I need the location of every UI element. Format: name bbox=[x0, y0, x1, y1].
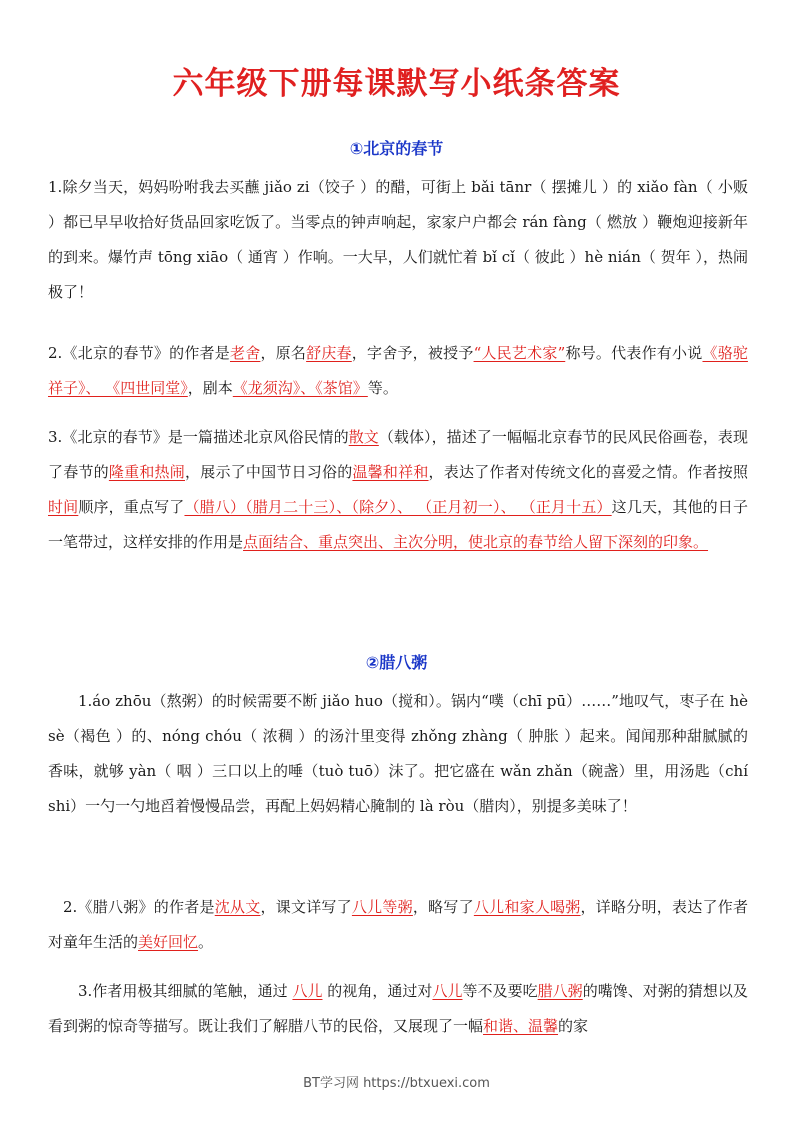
answer-text: （腊八）（腊月二十三）、（除夕）、 （正月初一）、 （正月十五） bbox=[184, 498, 612, 516]
section-heading-beijing-spring-festival: ①北京的春节 bbox=[349, 139, 444, 158]
answer-text: 八儿 bbox=[432, 982, 463, 1000]
paragraph-text: 的视角，通过对 bbox=[322, 982, 433, 1000]
answer-text: 时间 bbox=[48, 498, 79, 516]
paragraph-s2-1 bbox=[48, 684, 748, 824]
paragraph-s2-2 bbox=[48, 890, 748, 960]
paragraph-text: 3.作者用极其细腻的笔触，通过 bbox=[78, 982, 293, 1000]
paragraph-text: 等不及要吃 bbox=[462, 982, 538, 1000]
answer-text: 点面结合、重点突出、主次分明，使北京的春节给人留下深刻的印象。 bbox=[243, 533, 709, 551]
answer-text: 《骆驼祥子》、 《四世同堂》 bbox=[48, 344, 748, 397]
paragraph-text: 1.áo zhōu（熬粥）的时候需要不断 jiǎo huo（搅和）。锅内“噗（chī pū）……”地叹气，枣子在 hè sè（褐色 ）的、nóng chóu（ 浓稠 ）的汤汁里变得 zhǒng zhàng（ 肿胀 ）起来。闻闻那种甜腻腻的香味，就够 yàn（ 咽 ）三口以上的唾（tuò tuō）沫了。把它盛在 wǎn zhǎn（碗盏）里，用汤匙（chí shi）一勺一勺地舀着慢慢品尝，再配上妈妈精心腌制的 là ròu（腊肉），别提多美味了！ bbox=[48, 692, 748, 815]
answer-text: 温馨和祥和 bbox=[352, 463, 429, 481]
paragraph-s2-3 bbox=[48, 974, 748, 1044]
section-heading-laba-porridge: ②腊八粥 bbox=[365, 653, 428, 672]
answer-text: 隆重和热闹 bbox=[108, 463, 185, 481]
answer-text: 老舍 bbox=[229, 344, 261, 362]
answer-text: 八儿等粥 bbox=[351, 898, 413, 916]
paragraph-text: 2.《腊八粥》的作者是 bbox=[63, 898, 215, 916]
paragraph-text: （载体），描述了一幅幅北京春节的民风民俗画卷，表现了春节的 bbox=[48, 428, 748, 481]
answer-text: 沈从文 bbox=[214, 898, 261, 916]
paragraph-s1-2 bbox=[48, 336, 748, 406]
paragraph-text: ，原名 bbox=[260, 344, 307, 362]
page-footer: BT学习网 https://btxuexi.com bbox=[303, 1076, 490, 1091]
answer-text: “人民艺术家” bbox=[473, 344, 566, 362]
paragraph-text: 。 bbox=[198, 933, 214, 951]
paragraph-text: 等。 bbox=[367, 379, 398, 397]
answer-text: 美好回忆 bbox=[138, 933, 199, 951]
paragraph-text: ，字舍予，被授予 bbox=[351, 344, 474, 362]
answer-text: 腊八粥 bbox=[537, 982, 583, 1000]
paragraph-s1-3 bbox=[48, 420, 748, 560]
answer-text: 散文 bbox=[348, 428, 379, 446]
paragraph-s1-1 bbox=[48, 170, 748, 310]
answer-text: 《龙须沟》、《茶馆》 bbox=[232, 379, 368, 397]
paragraph-text: ，展示了中国节日习俗的 bbox=[185, 463, 353, 481]
paragraph-text: 3.《北京的春节》是一篇描述北京风俗民情的 bbox=[48, 428, 349, 446]
paragraph-text: 顺序，重点写了 bbox=[78, 498, 185, 516]
paragraph-text: ，表达了作者对传统文化的喜爱之情。作者按照 bbox=[428, 463, 748, 481]
answer-text: 和谐、温馨 bbox=[483, 1017, 559, 1035]
answer-text: 舒庆春 bbox=[306, 344, 352, 362]
paragraph-text: ，详略分明，表达了作者对童年生活的 bbox=[48, 898, 748, 951]
paragraph-text: 的嘴馋、对粥的猜想以及看到粥的惊奇等描写。既让我们了解腊八节的民俗，又展现了一幅 bbox=[48, 982, 748, 1035]
paragraph-text: 1.除夕当天，妈妈吩咐我去买蘸 jiǎo zi（饺子 ）的醋，可街上 bǎi tānr（ 摆摊儿 ）的 xiǎo fàn（ 小贩 ）都已早早收拾好货品回家吃饭了。当零点的钟声响起，家家户户都会 rán fàng（ 燃放 ）鞭炮迎接新年的到来。爆竹声 tōng xiāo（ 通宵 ）作响。一大早，人们就忙着 bǐ cǐ（ 彼此 ）hè nián（ 贺年 ），热闹极了！ bbox=[48, 178, 748, 301]
paragraph-text: 的家 bbox=[558, 1017, 589, 1035]
answer-text: 八儿 bbox=[292, 982, 323, 1000]
paragraph-text: 称号。代表作有小说 bbox=[565, 344, 703, 362]
paragraph-text: ，课文详写了 bbox=[260, 898, 352, 916]
paragraph-text: 2.《北京的春节》的作者是 bbox=[48, 344, 230, 362]
paragraph-text: 这几天，其他的日子一笔带过，这样安排的作用是 bbox=[48, 498, 748, 551]
paragraph-text: ，剧本 bbox=[187, 379, 233, 397]
page-title: 六年级下册每课默写小纸条答案 bbox=[172, 66, 621, 102]
paragraph-text: ，略写了 bbox=[412, 898, 474, 916]
answer-text: 八儿和家人喝粥 bbox=[473, 898, 581, 916]
